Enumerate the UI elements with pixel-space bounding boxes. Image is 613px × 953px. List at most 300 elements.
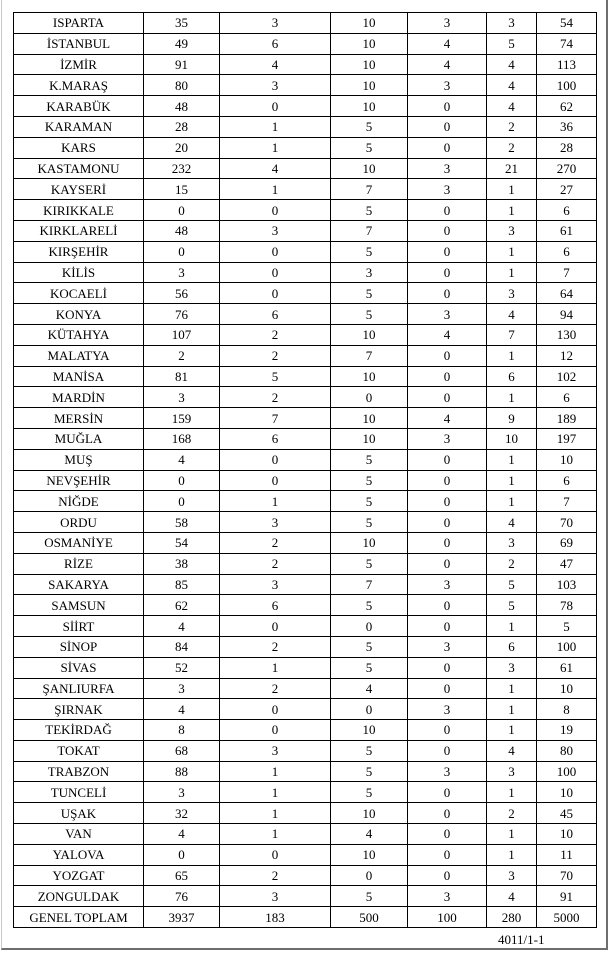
value-cell: 1	[220, 782, 331, 803]
table-row	[14, 678, 597, 699]
province-name-cell: KIRŞEHİR	[14, 241, 144, 262]
value-cell: 5	[331, 470, 408, 491]
value-cell: 0	[144, 844, 220, 865]
province-name-cell: KIRIKKALE	[14, 200, 144, 221]
value-cell: 10	[487, 428, 537, 449]
value-cell: 5	[487, 574, 537, 595]
value-cell: 10	[331, 366, 408, 387]
value-cell: 28	[144, 116, 220, 137]
table-row	[14, 636, 597, 657]
table-row	[14, 428, 597, 449]
value-cell: 0	[408, 137, 487, 158]
table-row	[14, 657, 597, 678]
value-cell: 0	[408, 116, 487, 137]
value-cell: 2	[487, 116, 537, 137]
total-cell: 10	[537, 678, 597, 699]
document-code: 4011/1-1	[498, 932, 545, 947]
value-cell: 2	[220, 553, 331, 574]
province-name-cell: VAN	[14, 824, 144, 845]
value-cell: 5	[331, 782, 408, 803]
value-cell: 3	[144, 678, 220, 699]
province-name-cell: SİVAS	[14, 657, 144, 678]
value-cell: 0	[220, 699, 331, 720]
value-cell: 4	[220, 158, 331, 179]
value-cell: 3	[220, 740, 331, 761]
total-cell: 11	[537, 844, 597, 865]
table-row	[14, 116, 597, 137]
value-cell: 62	[144, 595, 220, 616]
total-cell: 7	[537, 262, 597, 283]
value-cell: 0	[220, 449, 331, 470]
value-cell: 6	[220, 33, 331, 54]
value-cell: 0	[408, 595, 487, 616]
value-cell: 4	[487, 740, 537, 761]
province-name-cell: ORDU	[14, 512, 144, 533]
value-cell: 2	[220, 345, 331, 366]
value-cell: 2	[487, 553, 537, 574]
table-row	[14, 304, 597, 325]
table-row	[14, 470, 597, 491]
value-cell: 10	[331, 532, 408, 553]
value-cell: 0	[144, 491, 220, 512]
value-cell: 6	[220, 304, 331, 325]
value-cell: 3	[487, 283, 537, 304]
value-cell: 0	[408, 553, 487, 574]
value-cell: 3	[487, 13, 537, 34]
value-cell: 0	[408, 657, 487, 678]
province-name-cell: KIRKLARELİ	[14, 220, 144, 241]
value-cell: 0	[408, 200, 487, 221]
value-cell: 3	[220, 220, 331, 241]
value-cell: 3	[487, 657, 537, 678]
province-name-cell: NEVŞEHİR	[14, 470, 144, 491]
total-cell: 62	[537, 96, 597, 117]
value-cell: 3	[487, 220, 537, 241]
value-cell: 107	[144, 324, 220, 345]
value-cell: 10	[331, 54, 408, 75]
value-cell: 7	[487, 324, 537, 345]
total-cell: 28	[537, 137, 597, 158]
table-row	[14, 262, 597, 283]
total-cell: 100	[537, 761, 597, 782]
value-cell: 0	[408, 740, 487, 761]
table-row	[14, 241, 597, 262]
value-cell: 4	[487, 75, 537, 96]
value-cell: 0	[408, 844, 487, 865]
value-cell: 2	[220, 636, 331, 657]
value-cell: 20	[144, 137, 220, 158]
total-cell: 130	[537, 324, 597, 345]
total-cell: 94	[537, 304, 597, 325]
value-cell: 1	[487, 449, 537, 470]
table-row	[14, 158, 597, 179]
value-cell: 35	[144, 13, 220, 34]
table-body	[14, 13, 597, 928]
value-cell: 0	[408, 345, 487, 366]
table-row	[14, 803, 597, 824]
province-name-cell: TEKİRDAĞ	[14, 720, 144, 741]
table-row	[14, 345, 597, 366]
value-cell: 2	[487, 803, 537, 824]
value-cell: 6	[220, 595, 331, 616]
total-cell: 5	[537, 616, 597, 637]
value-cell: 0	[220, 844, 331, 865]
value-cell: 4	[331, 824, 408, 845]
value-cell: 5	[331, 636, 408, 657]
value-cell: 4	[487, 512, 537, 533]
value-cell: 1	[487, 387, 537, 408]
value-cell: 91	[144, 54, 220, 75]
province-name-cell: OSMANİYE	[14, 532, 144, 553]
table-row	[14, 366, 597, 387]
value-cell: 3	[220, 13, 331, 34]
value-cell: 5	[331, 304, 408, 325]
value-cell: 1	[487, 844, 537, 865]
province-allocation-table	[13, 12, 597, 928]
province-name-cell: YOZGAT	[14, 865, 144, 886]
total-cell: 64	[537, 283, 597, 304]
value-cell: 0	[220, 470, 331, 491]
value-cell: 6	[487, 366, 537, 387]
value-cell: 1	[487, 616, 537, 637]
province-name-cell: MARDİN	[14, 387, 144, 408]
value-cell: 5	[331, 761, 408, 782]
province-name-cell: ISPARTA	[14, 13, 144, 34]
value-cell: 5	[331, 657, 408, 678]
value-cell: 5	[331, 886, 408, 907]
table-row	[14, 553, 597, 574]
table-row	[14, 532, 597, 553]
table-row	[14, 33, 597, 54]
value-cell: 1	[487, 720, 537, 741]
value-cell: 0	[408, 96, 487, 117]
value-cell: 4	[408, 33, 487, 54]
table-row	[14, 844, 597, 865]
total-cell: 54	[537, 13, 597, 34]
value-cell: 4	[144, 449, 220, 470]
value-cell: 4	[144, 616, 220, 637]
province-name-cell: RİZE	[14, 553, 144, 574]
value-cell: 1	[487, 262, 537, 283]
value-cell: 4	[408, 408, 487, 429]
value-cell: 9	[487, 408, 537, 429]
total-cell: 27	[537, 179, 597, 200]
value-cell: 5	[331, 449, 408, 470]
value-cell: 0	[144, 241, 220, 262]
province-name-cell: SAMSUN	[14, 595, 144, 616]
total-cell: 270	[537, 158, 597, 179]
value-cell: 5	[331, 553, 408, 574]
value-cell: 0	[144, 200, 220, 221]
value-cell: 3	[220, 886, 331, 907]
value-cell: 0	[408, 512, 487, 533]
value-cell: 3	[144, 782, 220, 803]
value-cell: 21	[487, 158, 537, 179]
province-name-cell: MUĞLA	[14, 428, 144, 449]
table-row	[14, 408, 597, 429]
province-name-cell: İZMİR	[14, 54, 144, 75]
total-cell: 47	[537, 553, 597, 574]
total-cell: 100	[537, 636, 597, 657]
table-row	[14, 512, 597, 533]
value-cell: 5	[487, 33, 537, 54]
table-row	[14, 137, 597, 158]
value-cell: 1	[220, 824, 331, 845]
total-cell: 78	[537, 595, 597, 616]
value-cell: 4	[408, 324, 487, 345]
value-cell: 168	[144, 428, 220, 449]
value-cell: 7	[331, 179, 408, 200]
value-cell: 10	[331, 96, 408, 117]
value-cell: 0	[408, 616, 487, 637]
value-cell: 0	[220, 241, 331, 262]
value-cell: 0	[408, 262, 487, 283]
total-cell: 6	[537, 200, 597, 221]
value-cell: 10	[331, 13, 408, 34]
value-cell: 4	[408, 54, 487, 75]
province-name-cell: TUNCELİ	[14, 782, 144, 803]
value-cell: 2	[220, 387, 331, 408]
table-row	[14, 13, 597, 34]
value-cell: 3	[220, 574, 331, 595]
value-cell: 2	[487, 137, 537, 158]
value-cell: 3	[144, 387, 220, 408]
value-cell: 0	[408, 678, 487, 699]
value-cell: 58	[144, 512, 220, 533]
value-cell: 1	[487, 470, 537, 491]
value-cell: 80	[144, 75, 220, 96]
value-cell: 3	[220, 75, 331, 96]
table-row	[14, 616, 597, 637]
value-cell: 0	[144, 470, 220, 491]
value-cell: 0	[408, 387, 487, 408]
total-cell: 102	[537, 366, 597, 387]
value-cell: 3	[487, 761, 537, 782]
value-cell: 0	[408, 449, 487, 470]
value-cell: 3	[408, 75, 487, 96]
table-row	[14, 886, 597, 907]
province-name-cell: TRABZON	[14, 761, 144, 782]
province-name-cell: KAYSERİ	[14, 179, 144, 200]
value-cell: 100	[408, 907, 487, 928]
value-cell: 1	[487, 241, 537, 262]
total-cell: 103	[537, 574, 597, 595]
total-cell: 7	[537, 491, 597, 512]
value-cell: 2	[220, 532, 331, 553]
province-name-cell: SAKARYA	[14, 574, 144, 595]
table-row	[14, 449, 597, 470]
value-cell: 10	[331, 428, 408, 449]
value-cell: 5	[220, 366, 331, 387]
value-cell: 0	[408, 470, 487, 491]
total-cell: 6	[537, 387, 597, 408]
value-cell: 1	[487, 699, 537, 720]
value-cell: 3	[408, 428, 487, 449]
grand-total-row	[14, 907, 597, 928]
total-cell: 80	[537, 740, 597, 761]
value-cell: 3	[487, 532, 537, 553]
value-cell: 159	[144, 408, 220, 429]
table-row	[14, 699, 597, 720]
table-row	[14, 179, 597, 200]
value-cell: 3	[408, 574, 487, 595]
value-cell: 76	[144, 304, 220, 325]
value-cell: 4	[487, 96, 537, 117]
table-row	[14, 220, 597, 241]
province-name-cell: KARABÜK	[14, 96, 144, 117]
province-name-cell: YALOVA	[14, 844, 144, 865]
value-cell: 3	[487, 865, 537, 886]
value-cell: 7	[220, 408, 331, 429]
value-cell: 52	[144, 657, 220, 678]
value-cell: 48	[144, 96, 220, 117]
value-cell: 4	[144, 824, 220, 845]
value-cell: 1	[487, 824, 537, 845]
value-cell: 48	[144, 220, 220, 241]
value-cell: 0	[331, 616, 408, 637]
table-row	[14, 720, 597, 741]
value-cell: 2	[220, 865, 331, 886]
province-name-cell: KİLİS	[14, 262, 144, 283]
value-cell: 1	[487, 782, 537, 803]
total-cell: 91	[537, 886, 597, 907]
value-cell: 81	[144, 366, 220, 387]
value-cell: 4	[487, 886, 537, 907]
value-cell: 3	[220, 512, 331, 533]
value-cell: 0	[220, 262, 331, 283]
total-cell: 12	[537, 345, 597, 366]
value-cell: 0	[331, 387, 408, 408]
value-cell: 1	[220, 137, 331, 158]
value-cell: 68	[144, 740, 220, 761]
value-cell: 38	[144, 553, 220, 574]
table-row	[14, 761, 597, 782]
value-cell: 3	[408, 699, 487, 720]
value-cell: 5	[331, 512, 408, 533]
total-cell: 61	[537, 657, 597, 678]
value-cell: 3	[408, 886, 487, 907]
value-cell: 5	[331, 137, 408, 158]
value-cell: 3	[408, 179, 487, 200]
table-row	[14, 283, 597, 304]
value-cell: 4	[487, 304, 537, 325]
value-cell: 0	[220, 720, 331, 741]
province-name-cell: MALATYA	[14, 345, 144, 366]
value-cell: 1	[487, 345, 537, 366]
value-cell: 5	[487, 595, 537, 616]
value-cell: 32	[144, 803, 220, 824]
value-cell: 85	[144, 574, 220, 595]
value-cell: 56	[144, 283, 220, 304]
value-cell: 3	[408, 761, 487, 782]
value-cell: 10	[331, 75, 408, 96]
value-cell: 0	[331, 865, 408, 886]
total-cell: 113	[537, 54, 597, 75]
value-cell: 183	[220, 907, 331, 928]
value-cell: 0	[408, 241, 487, 262]
table-row	[14, 574, 597, 595]
total-cell: 70	[537, 512, 597, 533]
province-name-cell: ŞIRNAK	[14, 699, 144, 720]
total-cell: 6	[537, 241, 597, 262]
table-row	[14, 324, 597, 345]
total-cell: 100	[537, 75, 597, 96]
value-cell: 1	[220, 657, 331, 678]
province-name-cell: GENEL TOPLAM	[14, 907, 144, 928]
value-cell: 10	[331, 158, 408, 179]
value-cell: 3	[331, 262, 408, 283]
province-name-cell: MANİSA	[14, 366, 144, 387]
total-cell: 197	[537, 428, 597, 449]
value-cell: 7	[331, 220, 408, 241]
province-name-cell: KARAMAN	[14, 116, 144, 137]
value-cell: 10	[331, 720, 408, 741]
province-name-cell: ZONGULDAK	[14, 886, 144, 907]
table-row	[14, 96, 597, 117]
province-name-cell: TOKAT	[14, 740, 144, 761]
province-name-cell: K.MARAŞ	[14, 75, 144, 96]
value-cell: 3	[408, 636, 487, 657]
value-cell: 0	[408, 532, 487, 553]
value-cell: 15	[144, 179, 220, 200]
table-row	[14, 824, 597, 845]
value-cell: 65	[144, 865, 220, 886]
table-row	[14, 491, 597, 512]
value-cell: 4	[487, 54, 537, 75]
total-cell: 189	[537, 408, 597, 429]
table-row	[14, 782, 597, 803]
value-cell: 500	[331, 907, 408, 928]
province-name-cell: SİNOP	[14, 636, 144, 657]
value-cell: 1	[487, 678, 537, 699]
value-cell: 0	[408, 366, 487, 387]
province-name-cell: KOCAELİ	[14, 283, 144, 304]
province-name-cell: KONYA	[14, 304, 144, 325]
value-cell: 10	[331, 803, 408, 824]
value-cell: 5	[331, 283, 408, 304]
province-name-cell: ŞANLIURFA	[14, 678, 144, 699]
province-name-cell: KASTAMONU	[14, 158, 144, 179]
value-cell: 0	[408, 283, 487, 304]
total-cell: 10	[537, 824, 597, 845]
total-cell: 6	[537, 470, 597, 491]
total-cell: 69	[537, 532, 597, 553]
value-cell: 0	[331, 699, 408, 720]
value-cell: 5	[331, 116, 408, 137]
province-name-cell: KARS	[14, 137, 144, 158]
value-cell: 10	[331, 408, 408, 429]
value-cell: 84	[144, 636, 220, 657]
value-cell: 5	[331, 595, 408, 616]
value-cell: 0	[220, 283, 331, 304]
value-cell: 0	[408, 803, 487, 824]
value-cell: 10	[331, 324, 408, 345]
total-cell: 8	[537, 699, 597, 720]
province-name-cell: MUŞ	[14, 449, 144, 470]
value-cell: 6	[220, 428, 331, 449]
value-cell: 3937	[144, 907, 220, 928]
value-cell: 5	[331, 200, 408, 221]
table-row	[14, 75, 597, 96]
value-cell: 0	[220, 96, 331, 117]
value-cell: 1	[220, 179, 331, 200]
value-cell: 1	[487, 179, 537, 200]
total-cell: 10	[537, 782, 597, 803]
value-cell: 4	[144, 699, 220, 720]
province-name-cell: NİĞDE	[14, 491, 144, 512]
value-cell: 2	[220, 324, 331, 345]
value-cell: 4	[331, 678, 408, 699]
